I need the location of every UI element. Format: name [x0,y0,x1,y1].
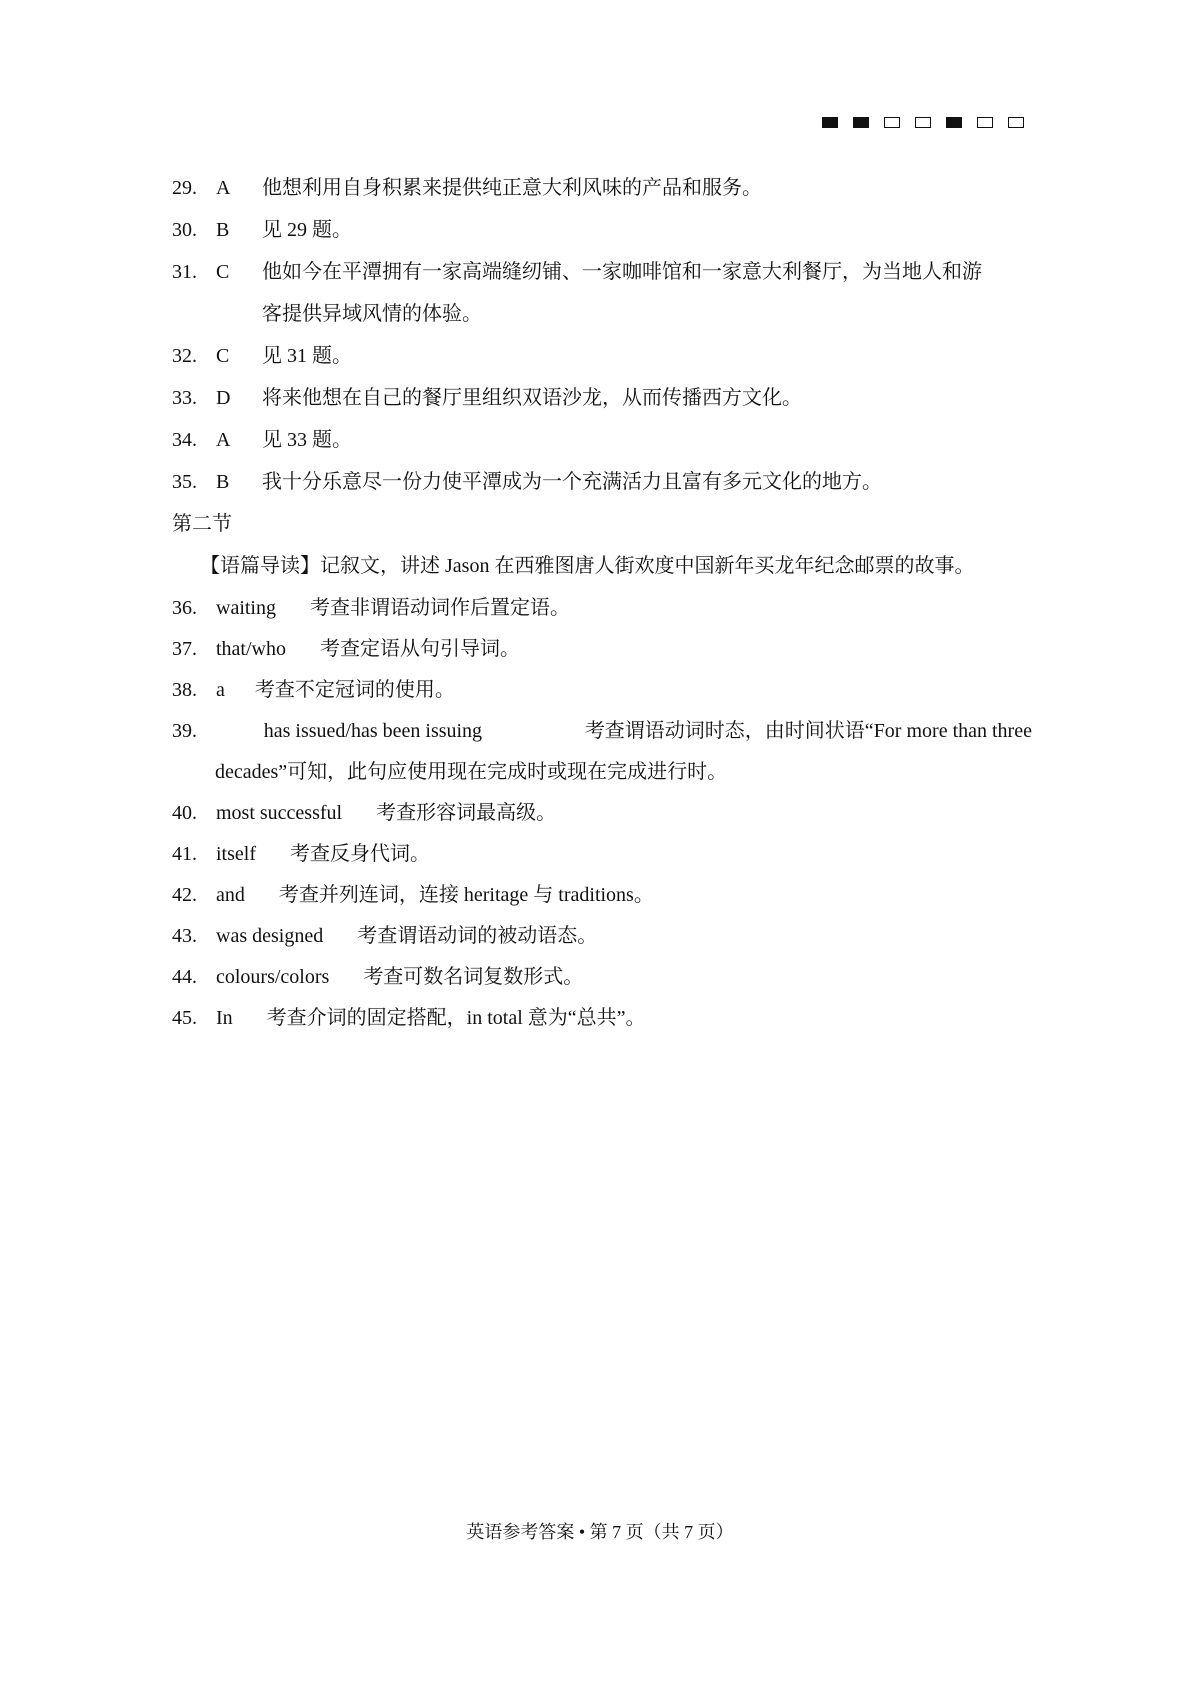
answer-item-36 [172,587,1032,628]
item-explanation: 考查形容词最高级。 [376,802,557,824]
answer-item-34 [172,419,1032,461]
page-marker-row [822,117,1039,128]
item-explanation: 考查反身代词。 [290,843,430,865]
marker-block [977,117,993,128]
item-answer: was designed [216,925,324,947]
item-number: 32. [172,345,197,367]
item-answer: most successful [216,802,343,824]
marker-block [1008,117,1024,128]
item-number: 44. [172,966,197,988]
item-explanation: 见 29 题。 [262,219,352,241]
item-explanation: 他想利用自身积累来提供纯正意大利风味的产品和服务。 [262,177,762,199]
answer-item-33 [172,377,1032,419]
item-answer: A [216,429,231,451]
answer-item-40 [172,792,1032,833]
item-number: 42. [172,884,197,906]
answer-item-32 [172,335,1032,377]
answer-item-39-continuation [172,751,1032,792]
item-number: 41. [172,843,197,865]
item-number: 45. [172,1007,197,1029]
item-number: 43. [172,925,197,947]
answer-item-44 [172,956,1032,997]
item-answer: waiting [216,597,276,619]
item-answer: C [216,261,230,283]
answer-item-45 [172,997,1032,1038]
item-explanation-cont: decades”可知，此句应使用现在完成时或现在完成进行时。 [215,761,728,783]
answer-item-41 [172,833,1032,874]
item-answer: C [216,345,230,367]
item-number: 30. [172,219,197,241]
item-explanation: 考查可数名词复数形式。 [363,966,584,988]
item-explanation: 将来他想在自己的餐厅里组织双语沙龙，从而传播西方文化。 [262,387,802,409]
page-footer: 英语参考答案 • 第 7 页（共 7 页） [466,1522,734,1542]
item-explanation: 考查不定冠词的使用。 [254,679,455,701]
item-answer: has issued/has been issuing [263,720,483,742]
item-answer: itself [216,843,256,865]
item-number: 31. [172,261,197,283]
item-answer: and [216,884,245,906]
item-explanation: 考查定语从句引导词。 [320,638,520,660]
answer-item-31-continuation [172,293,1032,335]
item-39-first-line [172,710,1032,752]
item-explanation: 见 33 题。 [262,429,352,451]
item-number: 40. [172,802,197,824]
item-number: 29. [172,177,197,199]
answer-item-29 [172,167,1032,209]
item-number: 39. [172,720,197,742]
item-explanation: 见 31 题。 [262,345,352,367]
section-title: 第二节 [172,513,232,535]
item-explanation: 考查谓语动词时态，由时间状语“For more than three [584,720,1032,742]
answer-key-body [172,167,1032,1038]
item-explanation: 考查介词的固定搭配，in total 意为“总共”。 [266,1007,646,1029]
marker-block [853,117,869,128]
item-explanation: 考查谓语动词的被动语态。 [357,925,598,947]
marker-block [946,117,962,128]
item-number: 36. [172,597,197,619]
item-number: 38. [172,679,197,701]
marker-block [822,117,838,128]
answer-item-39 [172,710,1032,751]
answer-item-37 [172,628,1032,669]
answer-item-30 [172,209,1032,251]
item-answer: D [216,387,231,409]
item-number: 35. [172,471,197,493]
item-explanation: 我十分乐意尽一份力使平潭成为一个充满活力且富有多元文化的地方。 [262,471,882,493]
item-answer: B [216,219,230,241]
item-number: 33. [172,387,197,409]
item-number: 34. [172,429,197,451]
item-answer: colours/colors [216,966,330,988]
item-explanation: 考查并列连词，连接 heritage 与 traditions。 [278,884,654,906]
item-answer: a [216,679,225,701]
answer-item-31 [172,251,1032,293]
answer-item-43 [172,915,1032,956]
marker-block [915,117,931,128]
item-answer: A [216,177,231,199]
marker-block [884,117,900,128]
passage-intro: 【语篇导读】记叙文，讲述 Jason 在西雅图唐人街欢度中国新年买龙年纪念邮票的故事。 [200,555,975,577]
item-answer: In [216,1007,233,1029]
item-answer: that/who [216,638,286,660]
item-number: 37. [172,638,197,660]
item-explanation: 他如今在平潭拥有一家高端缝纫铺、一家咖啡馆和一家意大利餐厅，为当地人和游 [262,261,982,283]
answer-item-38 [172,669,1032,710]
answer-item-42 [172,874,1032,915]
answer-item-35 [172,461,1032,503]
item-explanation-cont: 客提供异域风情的体验。 [262,303,482,325]
item-explanation: 考查非谓语动词作后置定语。 [310,597,570,619]
item-answer: B [216,471,230,493]
